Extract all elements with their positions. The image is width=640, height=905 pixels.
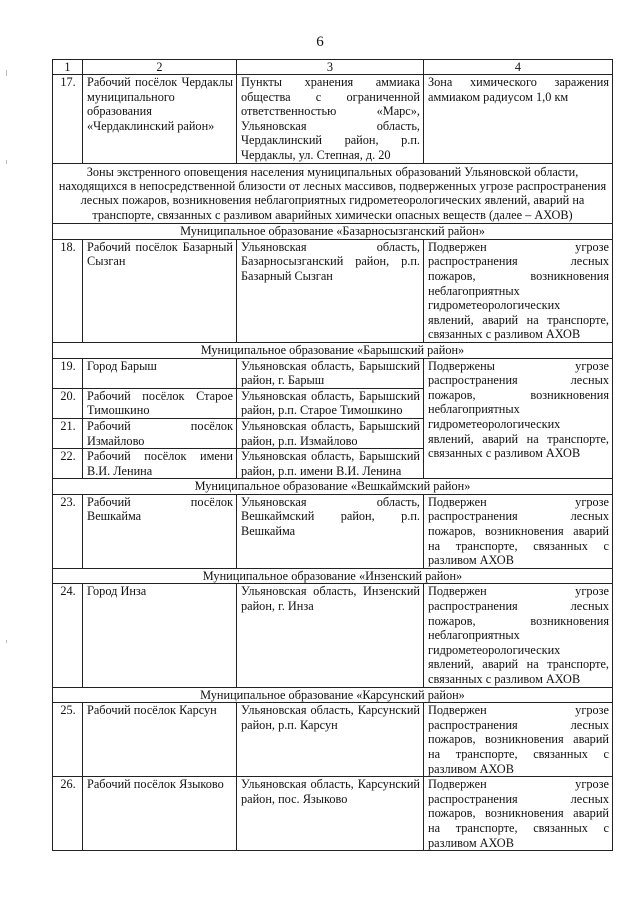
section-heading-row [53,479,613,495]
row-number: 18. [53,239,83,342]
location-cell: Ульяновская область, Барышский район, р.п. Измайлово [237,418,424,448]
threat-cell: Подвержен угрозе распространения лесных пожаров, возникновения аварий на транспорте, связанных с разливом АХОВ [424,703,613,777]
column-header-2: 2 [83,60,237,75]
threat-cell: Подвержен угрозе распространения лесных пожаров, возникновения аварий на транспорте, связанных с разливом АХОВ [424,494,613,568]
row-number: 25. [53,703,83,777]
section-intro-text: Зоны экстренного оповещения населения муниципальных образований Ульяновской области, находящихся в непосредственной близости от лесных массивов, подверженных угрозе распространения лесных пожаров, возникновения неблагоприятных гидрометеорологических явлений, аварий на транспорте, связанных с разливом аварийных химически опасных веществ (далее – АХОВ) [53,163,613,224]
table-row [53,358,613,388]
location-cell: Ульяновская область, Карсунский район, пос. Языково [237,777,424,851]
row-number: 22. [53,449,83,479]
location-cell: Ульяновская область, Инзенский район, г. Инза [237,584,424,687]
settlement-cell: Город Барыш [83,358,237,388]
column-header-1: 1 [53,60,83,75]
row-number: 19. [53,358,83,388]
column-header-4: 4 [424,60,613,75]
threat-cell: Подвержен угрозе распространения лесных пожаров, возникновения аварий на транспорте, связанных с разливом АХОВ [424,777,613,851]
settlement-cell: Рабочий посёлок Базарный Сызган [83,239,237,342]
location-cell: Ульяновская область, Барышский район, р.п. Старое Тимошкино [237,388,424,418]
settlement-cell: Рабочий посёлок Старое Тимошкино [83,388,237,418]
table-row [53,494,613,568]
location-cell: Ульяновская область, Вешкаймский район, р.п. Вешкайма [237,494,424,568]
section-intro-row [53,163,613,224]
row-number: 26. [53,777,83,851]
section-heading-row [53,342,613,358]
threat-cell: Зона химического заражения аммиаком радиусом 1,0 км [424,75,613,164]
row-number: 23. [53,494,83,568]
row-number: 17. [53,75,83,164]
location-cell: Ульяновская область, Карсунский район, р.п. Карсун [237,703,424,777]
settlement-cell: Рабочий посёлок Языково [83,777,237,851]
settlement-cell: Рабочий посёлок Вешкайма [83,494,237,568]
scan-edge-mark [6,640,7,643]
table-header-row [53,60,613,75]
table-row [53,584,613,687]
section-heading-row [53,687,613,703]
row-number: 21. [53,418,83,448]
location-cell: Ульяновская область, Барышский район, р.п. имени В.И. Ленина [237,449,424,479]
threat-cell: Подвержен угрозе распространения лесных пожаров, возникновения неблагоприятных гидрометеорологических явлений, аварий на транспорте, связанных с разливом АХОВ [424,584,613,687]
section-heading-row [53,568,613,584]
row-number: 20. [53,388,83,418]
table-row [53,239,613,342]
settlement-cell: Город Инза [83,584,237,687]
section-heading: Муниципальное образование «Барышский район» [53,342,613,358]
section-heading: Муниципальное образование «Вешкаймский район» [53,479,613,495]
location-cell: Пункты хранения аммиака общества с ограниченной ответственностью «Марс», Ульяновская область, Чердаклинский район, р.п. Чердаклы, ул. Степная, д. 20 [237,75,424,164]
scan-edge-mark [6,160,7,164]
section-heading: Муниципальное образование «Карсунский район» [53,687,613,703]
column-header-3: 3 [237,60,424,75]
table-row [53,75,613,164]
settlement-cell: Рабочий посёлок имени В.И. Ленина [83,449,237,479]
settlement-cell: Рабочий посёлок Чердаклы муниципального образования «Чердаклинский район» [83,75,237,164]
section-heading: Муниципальное образование «Базарносызганский район» [53,224,613,240]
settlement-cell: Рабочий посёлок Карсун [83,703,237,777]
scan-edge-mark [6,70,7,76]
table-row [53,777,613,851]
page-number: 6 [316,34,324,50]
zones-table [52,59,613,851]
table-row [53,703,613,777]
section-heading: Муниципальное образование «Инзенский район» [53,568,613,584]
location-cell: Ульяновская область, Барышский район, г. Барыш [237,358,424,388]
location-cell: Ульяновская область, Базарносызганский район, р.п. Базарный Сызган [237,239,424,342]
section-heading-row [53,224,613,240]
row-number: 24. [53,584,83,687]
threat-cell: Подвержен угрозе распространения лесных пожаров, возникновения неблагоприятных гидрометеорологических явлений, аварий на транспорте, связанных с разливом АХОВ [424,239,613,342]
settlement-cell: Рабочий посёлок Измайлово [83,418,237,448]
threat-cell: Подвержены угрозе распространения лесных пожаров, возникновения неблагоприятных гидрометеорологических явлений, аварий на транспорте, связанных с разливом АХОВ [424,358,613,479]
